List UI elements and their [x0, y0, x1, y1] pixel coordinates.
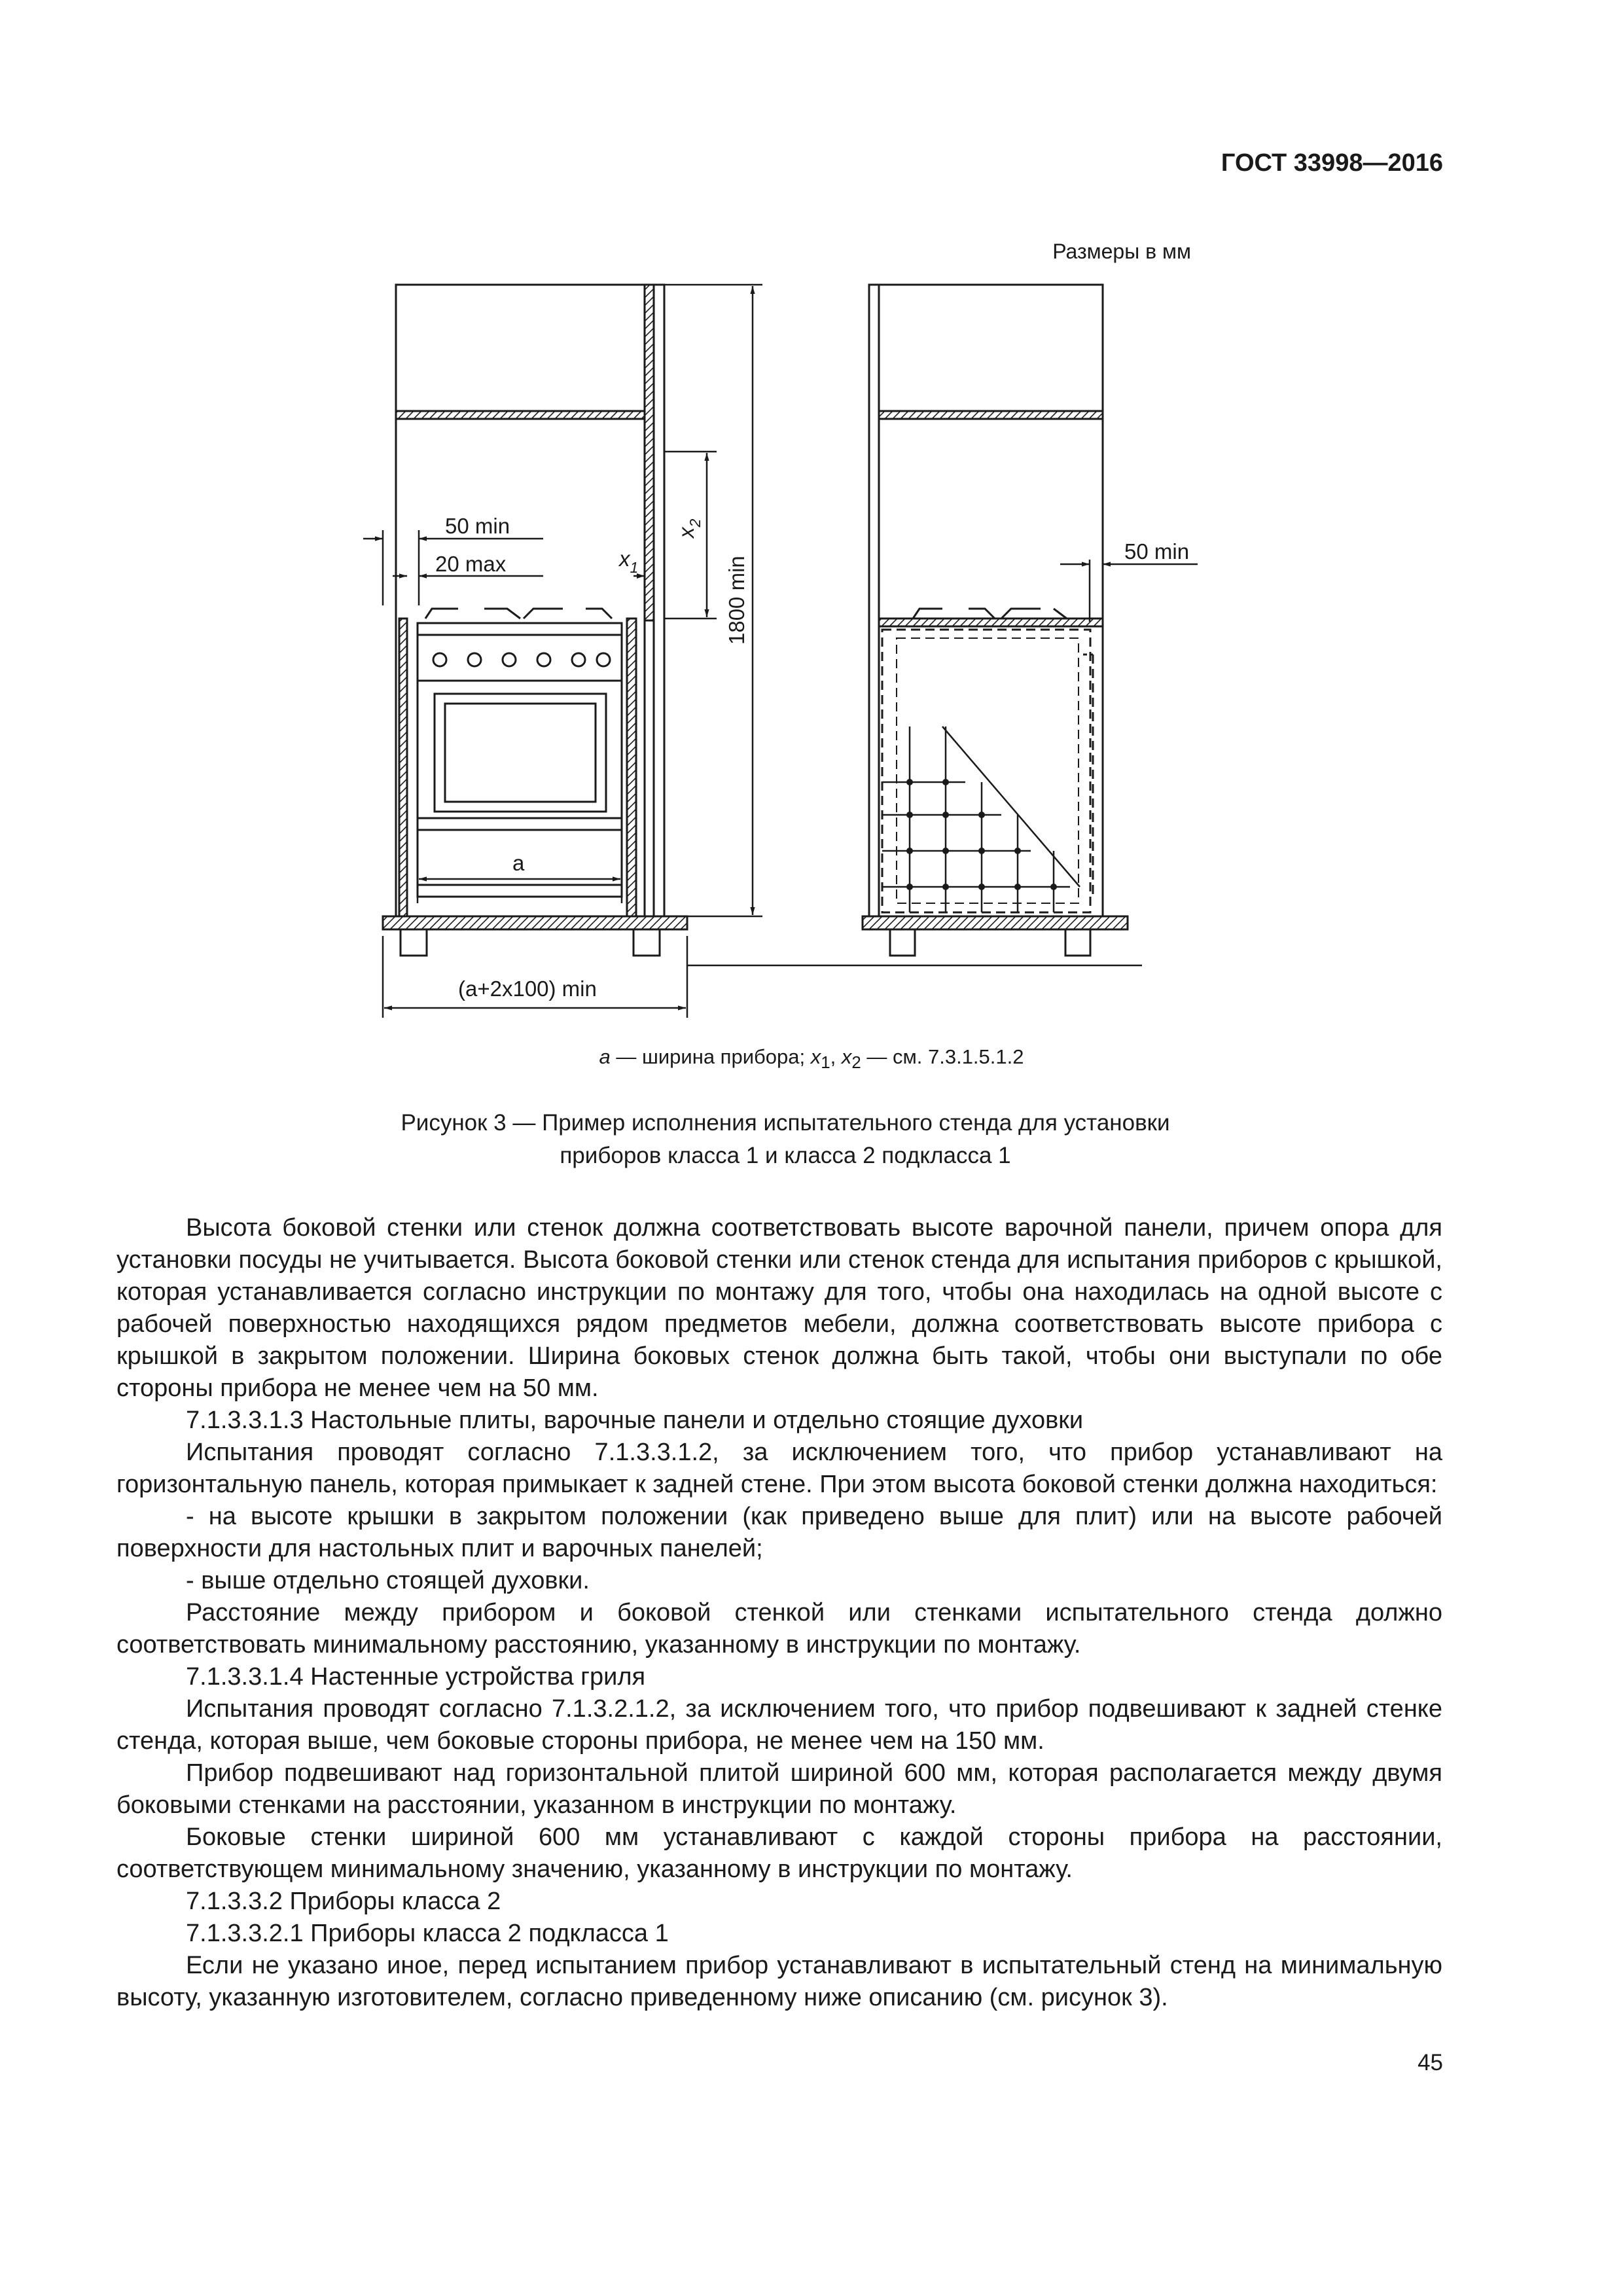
body-text	[116, 1212, 1442, 2014]
knob-5	[572, 653, 585, 666]
left-foot-1	[401, 929, 427, 956]
right-stand-outline	[869, 285, 1103, 916]
oven-window	[445, 704, 596, 802]
figure-caption	[249, 1107, 1322, 1172]
clause-heading: 7.1.3.3.1.3 Настольные плиты, варочные панели и отдельно стоящие духовки	[186, 1407, 1084, 1434]
label-20-max: 20 max	[435, 552, 507, 576]
test-stand-figure	[0, 0, 1623, 1047]
label-x1: $x_1$	[619, 547, 639, 576]
standard-header: ГОСТ 33998—2016	[1221, 149, 1443, 177]
built-in-appliance-dashed	[882, 630, 1090, 912]
right-foot-2	[1065, 929, 1090, 956]
list-item: - на высоте крышки в закрытом положении (как приведено выше для плит) или на высоте рабочей поверхности для настольных плит и варочных панелей;	[116, 1503, 1442, 1562]
list-item: - выше отдельно стоящей духовки.	[186, 1567, 590, 1594]
oven-door	[435, 694, 606, 812]
knob-3	[503, 653, 516, 666]
label-1800-min: 1800 min	[724, 556, 749, 645]
label-50-min-left: 50 min	[445, 514, 510, 538]
thermocouple-grid	[882, 726, 1080, 912]
clause-heading: 7.1.3.3.2.1 Приборы класса 2 подкласса 1	[186, 1920, 669, 1947]
paragraph: Высота боковой стенки или стенок должна соответствовать высоте варочной панели, причем опора для установки посуды не учитывается. Высота боковой стенки или стенок стенда для испытания приборов с крышкой, которая устанавливается согласно инструкции по монтажу для того, чтобы она находилась на одной высоте с рабочей поверхностью находящихся рядом предметов мебели, должна соответствовать высоте прибора с крышкой в закрытом положении. Ширина боковых стенок должна быть такой, чтобы они выступали по обе стороны прибора не менее чем на 50 мм.	[116, 1214, 1442, 1402]
right-foot-1	[890, 929, 915, 956]
knob-6	[597, 653, 610, 666]
right-side-wall-upper	[645, 285, 654, 620]
left-shelf	[396, 411, 645, 419]
knob-4	[537, 653, 550, 666]
right-shelf	[879, 411, 1103, 419]
right-side-wall	[627, 619, 636, 916]
knob-2	[468, 653, 481, 666]
paragraph: Боковые стенки шириной 600 мм устанавливают с каждой стороны прибора на расстоянии, соответствующем минимальному значению, указанному в инструкции по монтажу.	[116, 1823, 1442, 1883]
paragraph: Если не указано иное, перед испытанием прибор устанавливают в испытательный стенд на минимальную высоту, указанную изготовителем, согласно приведенному ниже описанию (см. рисунок 3).	[116, 1952, 1442, 2011]
paragraph: Расстояние между прибором и боковой стенкой или стенками испытательного стенда должно соответствовать минимальному расстоянию, указанному в инструкции по монтажу.	[116, 1599, 1442, 1659]
left-base-plate	[383, 916, 687, 929]
hob-pan-support	[913, 609, 1067, 619]
page-number: 45	[1418, 2050, 1443, 2075]
paragraph: Прибор подвешивают над горизонтальной плитой шириной 600 мм, которая располагается между двумя боковыми стенками на расстоянии, указанном в инструкции по монтажу.	[116, 1759, 1442, 1819]
left-side-wall	[399, 619, 407, 916]
right-base-plate	[863, 916, 1128, 929]
knob-1	[433, 653, 446, 666]
pan-support	[425, 609, 612, 619]
clause-heading: 7.1.3.3.1.4 Настенные устройства гриля	[186, 1663, 646, 1691]
left-stand	[383, 285, 687, 956]
caption-line-1: Рисунок 3 — Пример исполнения испытательного стенда для установки	[401, 1110, 1170, 1136]
label-a: a	[512, 851, 525, 875]
left-back-frame-edge	[654, 285, 664, 916]
left-foot-2	[633, 929, 660, 956]
label-x2: $x_2$	[674, 518, 704, 538]
right-stand	[863, 285, 1128, 956]
left-back-wall-outline	[396, 285, 645, 916]
figure-legend: a — ширина прибора; $x_1$, $x_2$ — см. 7.3.1.5.1.2	[599, 1045, 1024, 1073]
caption-line-2: приборов класса 1 и класса 2 подкласса 1	[560, 1143, 1011, 1168]
clause-heading: 7.1.3.3.2 Приборы класса 2	[186, 1888, 501, 1915]
units-note: Размеры в мм	[1052, 240, 1191, 263]
paragraph: Испытания проводят согласно 7.1.3.3.1.2, за исключением того, что прибор устанавливают на горизонтальную панель, которая примыкает к задней стене. При этом высота боковой стенки должна находиться:	[116, 1439, 1442, 1498]
label-50-min-right: 50 min	[1124, 539, 1190, 564]
label-total-width: (a+2x100) min	[458, 977, 597, 1001]
paragraph: Испытания проводят согласно 7.1.3.2.1.2, за исключением того, что прибор подвешивают к задней стенке стенда, которая выше, чем боковые стороны прибора, не менее чем на 150 мм.	[116, 1695, 1442, 1755]
right-worktop	[879, 619, 1103, 626]
